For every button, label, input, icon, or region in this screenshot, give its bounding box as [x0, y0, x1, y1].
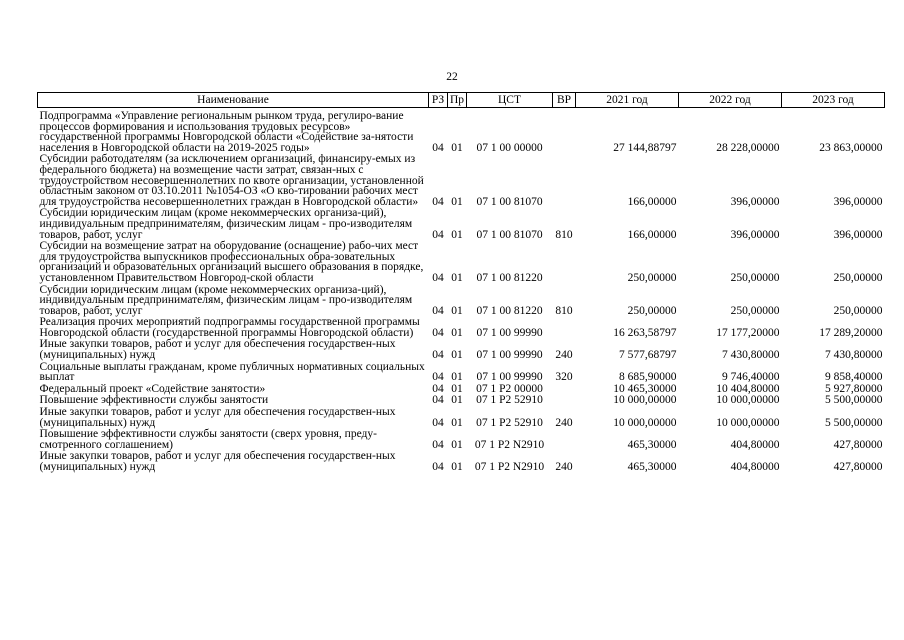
- row-cst: 07 1 00 99990: [476, 326, 543, 339]
- row-vr: [553, 108, 576, 155]
- row-cst: 07 1 00 81220: [476, 271, 543, 284]
- row-name: Иные закупки товаров, работ и услуг для обеспечения государствен-ных (муниципальных) нужд: [39, 338, 396, 362]
- row-2022: 10 404,80000: [716, 382, 780, 395]
- row-vr: [553, 395, 576, 407]
- row-2022: 404,80000: [730, 461, 780, 473]
- table-row: [38, 108, 885, 155]
- header-2022: 2022 год: [679, 93, 782, 108]
- row-name: Подпрограмма «Управление региональным рынком труда, регулиро-вание процессов формирования и использования трудовых ресурсов» государственной программы Новгородской области «Содействие за-нятости населения в Новгородской области на 2019-2025 годы»: [39, 110, 414, 154]
- table-row: [38, 285, 885, 318]
- row-2023: 5 500,00000: [825, 394, 883, 407]
- row-name: Федеральный проект «Содействие занятости»: [39, 382, 266, 395]
- row-vr: [553, 317, 576, 339]
- row-cst: 07 1 00 81070: [476, 195, 543, 208]
- row-rz: 04: [432, 371, 444, 384]
- row-name: Субсидии на возмещение затрат на оборудование (оснащение) рабо-чих мест для трудоустройства выпускников профессиональных обра-зовательных организаций и образовательных организаций высшего образования в порядке, установленном Правительством Новгород-ской области: [39, 240, 424, 284]
- row-rz: 04: [432, 461, 444, 473]
- row-2021: 250,00000: [627, 271, 677, 284]
- row-name: Реализация прочих мероприятий подпрограммы государственной программы Новгородской области (государственной программы Новгородской области): [39, 316, 420, 339]
- row-2021: 166,00000: [627, 228, 677, 241]
- row-rz: 04: [432, 438, 444, 451]
- row-name: Субсидии юридическим лицам (кроме некоммерческих организа-ций), индивидуальным предпринимателям, физическим лицам - про-изводителям товаров, работ, услуг: [39, 207, 413, 241]
- row-pr: 01: [451, 349, 463, 362]
- row-2021: 16 263,58797: [613, 326, 677, 339]
- row-2022: 9 746,40000: [722, 371, 780, 384]
- row-cst: 07 1 P2 52910: [476, 416, 543, 429]
- header-2021: 2021 год: [576, 93, 679, 108]
- row-2023: 17 289,20000: [819, 326, 883, 339]
- row-2023: 250,00000: [833, 304, 883, 317]
- row-pr: 01: [451, 382, 463, 395]
- row-cst: 07 1 P2 N2910: [474, 438, 545, 451]
- row-2021: 27 144,88797: [613, 141, 677, 154]
- table-row: [38, 154, 885, 208]
- row-2021: 10 000,00000: [613, 394, 677, 407]
- table-row: [38, 241, 885, 284]
- row-cst: 07 1 00 99990: [476, 371, 543, 384]
- header-name: Наименование: [38, 93, 429, 108]
- row-pr: 01: [451, 228, 463, 241]
- header-2023: 2023 год: [782, 93, 885, 108]
- table-row: [38, 451, 885, 473]
- row-2022: 17 177,20000: [716, 326, 780, 339]
- row-pr: 01: [451, 394, 463, 407]
- row-name: Иные закупки товаров, работ и услуг для обеспечения государствен-ных (муниципальных) нужд: [39, 406, 396, 429]
- table-row: [38, 208, 885, 241]
- row-rz: 04: [432, 394, 444, 407]
- row-name: Повышение эффективности службы занятости: [39, 394, 269, 407]
- row-pr: 01: [451, 371, 463, 384]
- row-cst: 07 1 P2 52910: [476, 394, 543, 407]
- row-vr: 240: [555, 416, 573, 429]
- row-cst: 07 1 P2 00000: [476, 382, 543, 395]
- row-2023: 5 500,00000: [825, 416, 883, 429]
- row-2022: 250,00000: [730, 304, 780, 317]
- row-2023: 9 858,40000: [825, 371, 883, 384]
- row-pr: 01: [451, 304, 463, 317]
- row-rz: 04: [432, 349, 444, 362]
- row-vr: 240: [555, 349, 573, 362]
- table-row: [38, 339, 885, 361]
- table-row: [38, 407, 885, 429]
- row-name: Субсидии юридическим лицам (кроме некоммерческих организа-ций), индивидуальным предпринимателям, физическим лицам - про-изводителям товаров, работ, услуг: [39, 283, 413, 317]
- row-vr: 240: [555, 461, 573, 473]
- row-rz: 04: [432, 195, 444, 208]
- row-rz: 04: [432, 326, 444, 339]
- row-cst: 07 1 00 00000: [476, 141, 543, 154]
- row-cst: 07 1 00 81220: [476, 304, 543, 317]
- row-2022: 10 000,00000: [716, 394, 780, 407]
- row-2023: 427,80000: [833, 461, 883, 473]
- row-2021: 250,00000: [627, 304, 677, 317]
- row-pr: 01: [451, 271, 463, 284]
- row-name: Социальные выплаты гражданам, кроме публичных нормативных социальных выплат: [39, 360, 425, 384]
- row-rz: 04: [432, 382, 444, 395]
- row-2021: 465,30000: [627, 461, 677, 473]
- row-rz: 04: [432, 141, 444, 154]
- row-cst: 07 1 00 81070: [476, 228, 543, 241]
- row-2023: 23 863,00000: [819, 141, 883, 154]
- row-vr: [553, 384, 576, 396]
- row-2023: 396,00000: [833, 228, 883, 241]
- row-2022: 396,00000: [730, 195, 780, 208]
- table-header-row: [38, 93, 885, 108]
- page-number: 22: [446, 71, 458, 83]
- row-pr: 01: [451, 416, 463, 429]
- row-2021: 7 577,68797: [619, 349, 677, 362]
- row-2021: 10 000,00000: [613, 416, 677, 429]
- row-vr: 810: [555, 228, 573, 241]
- row-vr: 320: [555, 371, 573, 384]
- row-pr: 01: [451, 438, 463, 451]
- row-2022: 404,80000: [730, 438, 780, 451]
- row-name: Субсидии работодателям (за исключением организаций, финансиру-емых из федерального бюджета) на возмещение части затрат, связан-ных с трудоустройством несовершеннолетних по квоте организации, установленной областным законом от 03.10.2011 №1054-ОЗ «О кво-тировании рабочих мест для трудоустройства несовершеннолетних граждан в Новгородской области»: [39, 153, 424, 208]
- row-pr: 01: [451, 326, 463, 339]
- row-rz: 04: [432, 304, 444, 317]
- header-rz: РЗ: [429, 93, 448, 108]
- row-vr: [553, 154, 576, 208]
- row-2022: 396,00000: [730, 228, 780, 241]
- header-cst: ЦСТ: [467, 93, 553, 108]
- row-rz: 04: [432, 271, 444, 284]
- row-cst: 07 1 00 99990: [476, 349, 543, 362]
- row-vr: [553, 241, 576, 284]
- row-cst: 07 1 P2 N2910: [474, 461, 545, 473]
- table-row: [38, 317, 885, 339]
- budget-table: [37, 92, 885, 474]
- row-vr: [553, 429, 576, 451]
- row-name: Иные закупки товаров, работ и услуг для обеспечения государствен-ных (муниципальных) нужд: [39, 450, 396, 473]
- header-pr: Пр: [448, 93, 467, 108]
- row-2023: 250,00000: [833, 271, 883, 284]
- row-2023: 396,00000: [833, 195, 883, 208]
- row-vr: 810: [555, 304, 573, 317]
- row-2023: 427,80000: [833, 438, 883, 451]
- row-pr: 01: [451, 461, 463, 473]
- row-2023: 7 430,80000: [825, 349, 883, 362]
- row-name: Повышение эффективности службы занятости (сверх уровня, преду-смотренного соглашением): [39, 428, 377, 451]
- row-2022: 250,00000: [730, 271, 780, 284]
- row-rz: 04: [432, 228, 444, 241]
- table-row: [38, 429, 885, 451]
- row-2022: 28 228,00000: [716, 141, 780, 154]
- row-2021: 10 465,30000: [613, 382, 677, 395]
- row-2023: 5 927,80000: [825, 382, 883, 395]
- row-2021: 465,30000: [627, 438, 677, 451]
- row-2022: 7 430,80000: [722, 349, 780, 362]
- row-2021: 166,00000: [627, 195, 677, 208]
- header-vr: ВР: [553, 93, 576, 108]
- row-pr: 01: [451, 195, 463, 208]
- row-2021: 8 685,90000: [619, 371, 677, 384]
- table-row: [38, 362, 885, 384]
- row-2022: 10 000,00000: [716, 416, 780, 429]
- row-pr: 01: [451, 141, 463, 154]
- row-rz: 04: [432, 416, 444, 429]
